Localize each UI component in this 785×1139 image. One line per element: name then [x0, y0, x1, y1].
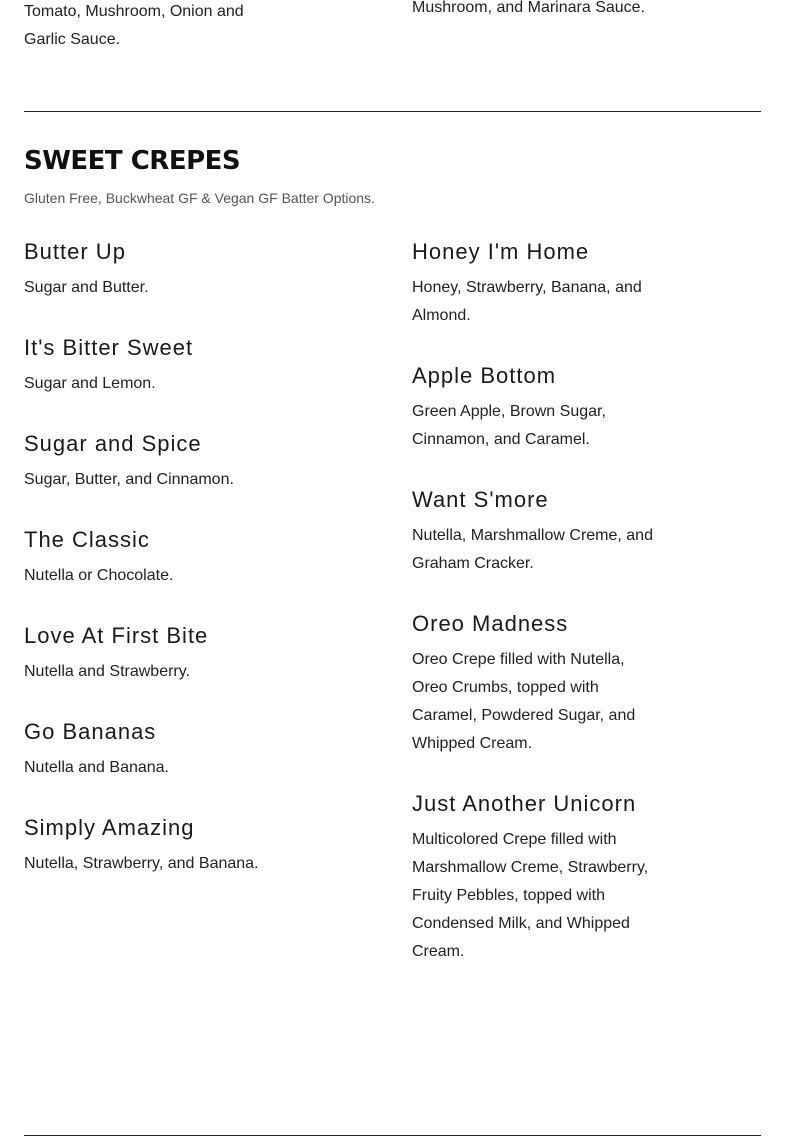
menu-item-description: Green Apple, Brown Sugar, Cinnamon, and Caramel.	[412, 403, 606, 448]
menu-column-right	[412, 236, 662, 996]
section-divider-top	[24, 111, 761, 112]
previous-item-description-right: Mushroom, and Marinara Sauce.	[412, 0, 645, 16]
menu-item-description: Sugar and Lemon.	[24, 375, 156, 392]
menu-item-name: It's Bitter Sweet	[24, 335, 194, 360]
menu-item	[24, 236, 274, 302]
menu-item-description: Nutella, Marshmallow Creme, and Graham Cracker.	[412, 527, 653, 572]
previous-item-description-left: Tomato, Mushroom, Onion and Garlic Sauce.	[24, 3, 244, 48]
section-subtitle: Gluten Free, Buckwheat GF & Vegan GF Batter Options.	[24, 190, 375, 206]
menu-item-description: Sugar and Butter.	[24, 279, 149, 296]
menu-item	[412, 236, 662, 330]
menu-item-name: Oreo Madness	[412, 611, 569, 636]
menu-item-name: Simply Amazing	[24, 815, 195, 840]
section-title: SWEET CREPES	[24, 146, 241, 176]
section-divider-bottom	[24, 1135, 761, 1136]
menu-item	[412, 360, 662, 454]
menu-item-description: Nutella or Chocolate.	[24, 567, 174, 584]
menu-item-description: Nutella and Banana.	[24, 759, 169, 776]
menu-item-name: Apple Bottom	[412, 363, 557, 388]
menu-item-description: Multicolored Crepe filled with Marshmallow Creme, Strawberry, Fruity Pebbles, topped with Condensed Milk, and Whipped Cream.	[412, 831, 649, 960]
menu-item	[24, 428, 274, 494]
menu-item	[24, 524, 274, 590]
menu-item-name: Go Bananas	[24, 719, 157, 744]
menu-item-name: Want S'more	[412, 487, 549, 512]
menu-item-description: Nutella and Strawberry.	[24, 663, 190, 680]
menu-item-description: Nutella, Strawberry, and Banana.	[24, 855, 259, 872]
menu-item	[412, 788, 662, 966]
menu-item	[24, 812, 274, 878]
menu-item-description: Sugar, Butter, and Cinnamon.	[24, 471, 234, 488]
menu-item-name: Honey I'm Home	[412, 239, 590, 264]
menu-item	[412, 608, 662, 758]
menu-item-name: Love At First Bite	[24, 623, 209, 648]
menu-item-name: The Classic	[24, 527, 150, 552]
menu-item-name: Just Another Unicorn	[412, 791, 637, 816]
menu-item-name: Butter Up	[24, 239, 126, 264]
menu-item	[24, 620, 274, 686]
menu-item	[24, 332, 274, 398]
menu-column-left	[24, 236, 274, 908]
menu-item-name: Sugar and Spice	[24, 431, 202, 456]
menu-item-description: Oreo Crepe filled with Nutella, Oreo Crumbs, topped with Caramel, Powdered Sugar, and Whipped Cream.	[412, 651, 636, 752]
menu-item	[412, 484, 662, 578]
menu-item	[24, 716, 274, 782]
menu-item-description: Honey, Strawberry, Banana, and Almond.	[412, 279, 642, 324]
